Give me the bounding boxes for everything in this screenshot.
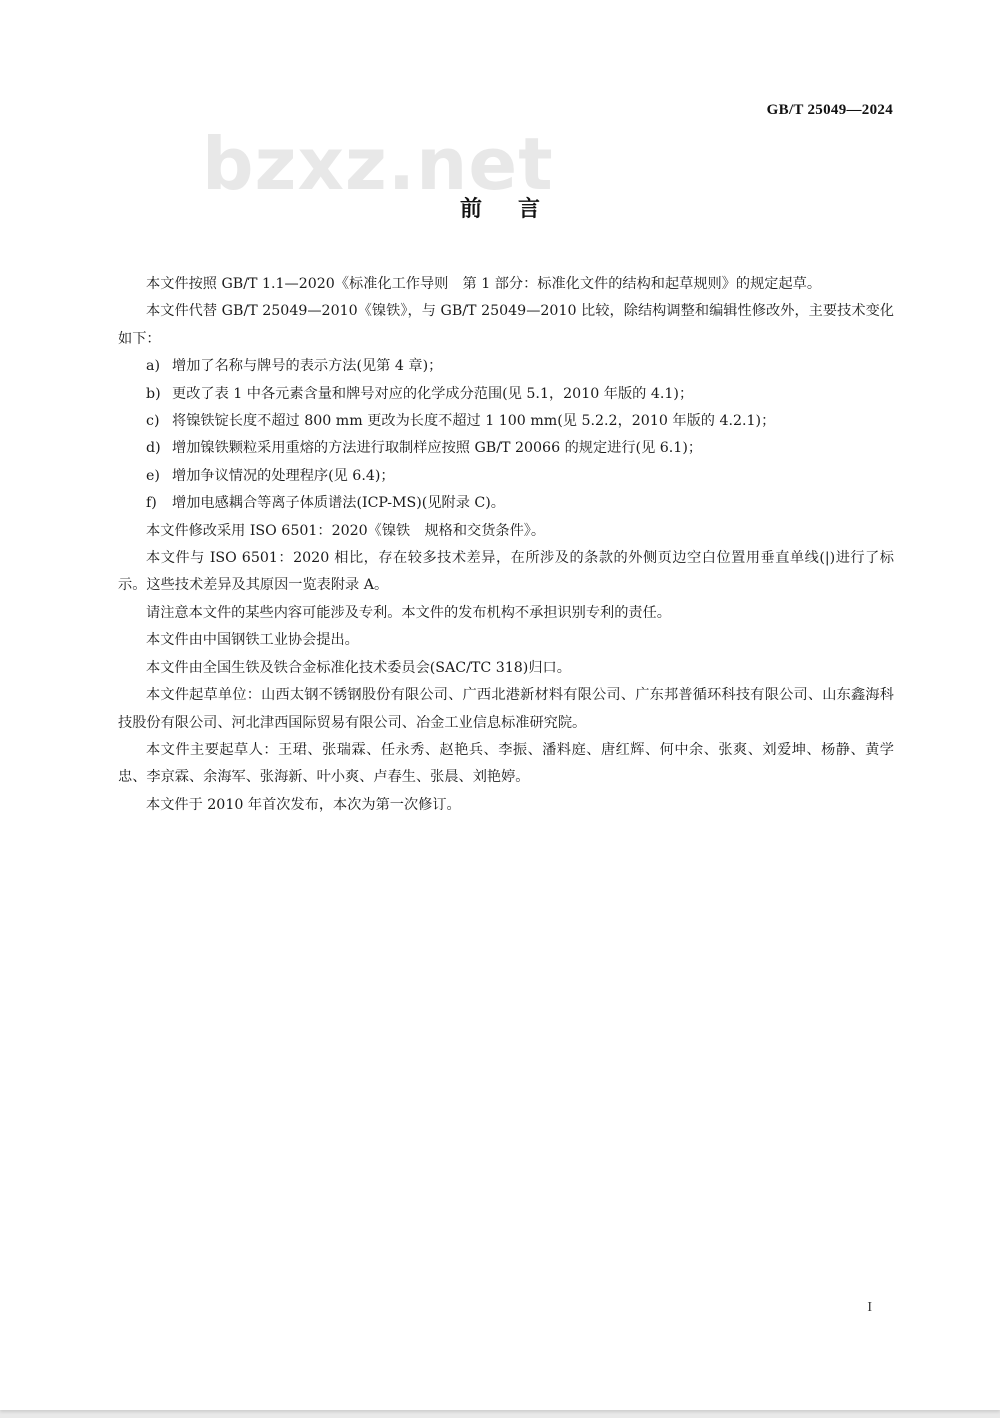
list-marker: b) (146, 385, 161, 402)
list-marker: c) (146, 413, 160, 430)
list-item-text: 增加电感耦合等离子体质谱法(ICP-MS)(见附录 C)。 (172, 495, 505, 512)
list-item (118, 490, 894, 517)
list-item (118, 463, 894, 490)
list-item-text: 将镍铁锭长度不超过 800 mm 更改为长度不超过 1 100 mm(见 5.2.2，2010 年版的 4.2.1)； (172, 413, 776, 430)
list-item (118, 408, 894, 435)
page-title: 前言 (459, 197, 576, 222)
list-item (118, 353, 894, 380)
list-marker: d) (146, 440, 161, 457)
document-body (118, 271, 894, 819)
list-item-text: 增加了名称与牌号的表示方法(见第 4 章)； (172, 358, 443, 375)
page-number: I (867, 1300, 872, 1315)
list-item (118, 381, 894, 408)
paragraph: 本文件按照 GB/T 1.1—2020《标准化工作导则 第 1 部分：标准化文件的结构和起草规则》的规定起草。 (146, 276, 822, 292)
paragraph: 本文件由全国生铁及铁合金标准化技术委员会(SAC/TC 318)归口。 (146, 659, 571, 676)
paragraph: 本文件主要起草人：王珺、张瑞霖、任永秀、赵艳兵、李振、潘料庭、唐红辉、何中余、张爽、刘爱坤、杨静、黄学忠、李京霖、余海军、张海新、叶小爽、卢春生、张晨、刘艳婷。 (118, 741, 894, 786)
list-item-text: 更改了表 1 中各元素含量和牌号对应的化学成分范围(见 5.1，2010 年版的 4.1)； (172, 385, 694, 402)
paragraph: 本文件起草单位：山西太钢不锈钢股份有限公司、广西北港新材料有限公司、广东邦普循环科技有限公司、山东鑫海科技股份有限公司、河北津西国际贸易有限公司、冶金工业信息标准研究院。 (118, 687, 894, 731)
list-marker: e) (146, 467, 160, 484)
paragraph: 本文件与 ISO 6501：2020 相比，存在较多技术差异，在所涉及的条款的外侧页边空白位置用垂直单线(|)进行了标示。这些技术差异及其原因一览表附录 A。 (118, 550, 894, 594)
paragraph: 本文件代替 GB/T 25049—2010《镍铁》，与 GB/T 25049—2010 比较，除结构调整和编辑性修改外，主要技术变化如下： (118, 303, 894, 347)
standard-code: GB/T 25049—2024 (766, 102, 893, 118)
paragraph: 本文件由中国钢铁工业协会提出。 (146, 632, 359, 649)
paragraph: 本文件修改采用 ISO 6501：2020《镍铁 规格和交货条件》。 (146, 522, 546, 539)
changes-list (118, 353, 894, 517)
list-marker: f) (146, 495, 157, 512)
list-item-text: 增加镍铁颗粒采用重熔的方法进行取制样应按照 GB/T 20066 的规定进行(见 6.1)； (172, 440, 703, 457)
paragraph: 本文件于 2010 年首次发布，本次为第一次修订。 (146, 796, 461, 813)
watermark: bzxz.net (202, 122, 554, 206)
list-item (118, 435, 894, 462)
list-item-text: 增加争议情况的处理程序(见 6.4)； (172, 467, 395, 484)
list-marker: a) (146, 358, 160, 375)
paragraph: 请注意本文件的某些内容可能涉及专利。本文件的发布机构不承担识别专利的责任。 (146, 604, 671, 621)
